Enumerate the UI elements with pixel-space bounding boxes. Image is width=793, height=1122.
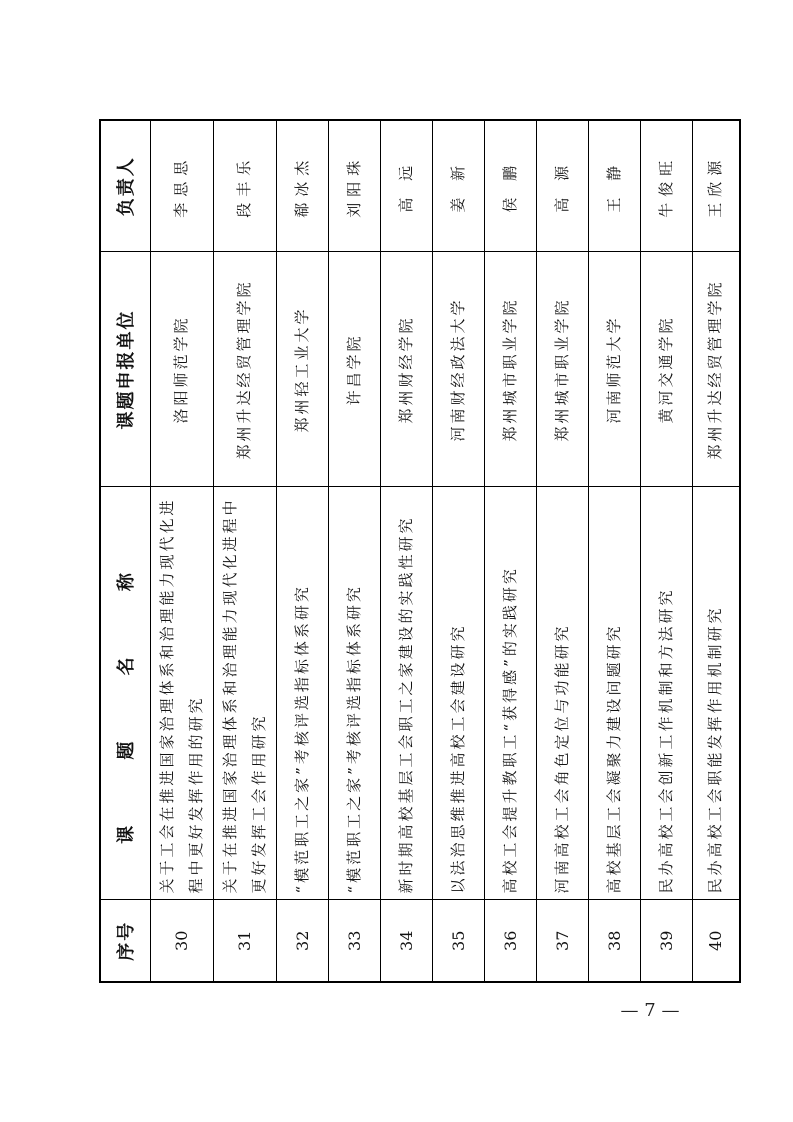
row-person: 侯 鹏 [484, 120, 536, 252]
row-project-name: 高校基层工会凝聚力建设问题研究 [588, 487, 640, 900]
table-row [380, 120, 432, 982]
row-project-name: 以法治思维推进高校工会建设研究 [432, 487, 484, 900]
table-row [432, 120, 484, 982]
rotated-table-container [99, 121, 726, 983]
row-person: 郗冰杰 [276, 120, 328, 252]
table-row [328, 120, 380, 982]
row-project-name: 民办高校工会职能发挥作用机制研究 [692, 487, 740, 900]
row-person: 高 远 [380, 120, 432, 252]
row-unit: 郑州升达经贸管理学院 [213, 252, 276, 487]
row-number: 40 [692, 900, 740, 982]
table-row [640, 120, 692, 982]
row-number: 33 [328, 900, 380, 982]
row-project-name: “模范职工之家”考核评选指标体系研究 [328, 487, 380, 900]
row-person: 段丰乐 [213, 120, 276, 252]
table-row [150, 120, 213, 982]
row-project-name: 高校工会提升教职工“获得感”的实践研究 [484, 487, 536, 900]
project-table [99, 119, 741, 983]
row-person: 高 源 [536, 120, 588, 252]
table-row [692, 120, 740, 982]
row-unit: 郑州城市职业学院 [484, 252, 536, 487]
row-person: 刘阳珠 [328, 120, 380, 252]
table-row [536, 120, 588, 982]
header-person: 负责人 [100, 120, 150, 252]
row-unit: 郑州升达经贸管理学院 [692, 252, 740, 487]
header-name: 课 题 名 称 [100, 487, 150, 900]
row-unit: 河南财经政法大学 [432, 252, 484, 487]
table-row [484, 120, 536, 982]
row-unit: 许昌学院 [328, 252, 380, 487]
header-unit: 课题申报单位 [100, 252, 150, 487]
row-person: 王欣源 [692, 120, 740, 252]
table-row [588, 120, 640, 982]
row-number: 39 [640, 900, 692, 982]
row-project-name: 河南高校工会角色定位与功能研究 [536, 487, 588, 900]
table-row [213, 120, 276, 982]
row-person: 王 静 [588, 120, 640, 252]
table-body [150, 120, 740, 982]
row-number: 31 [213, 900, 276, 982]
row-project-name: 民办高校工会创新工作机制和方法研究 [640, 487, 692, 900]
page-number: — 7 — [620, 1000, 680, 1021]
row-unit: 黄河交通学院 [640, 252, 692, 487]
row-number: 36 [484, 900, 536, 982]
row-number: 37 [536, 900, 588, 982]
row-project-name: 关于在推进国家治理体系和治理能力现代化进程中更好发挥工会作用研究 [213, 487, 276, 900]
row-number: 32 [276, 900, 328, 982]
row-person: 李思思 [150, 120, 213, 252]
row-unit: 郑州城市职业学院 [536, 252, 588, 487]
row-unit: 河南师范大学 [588, 252, 640, 487]
row-number: 30 [150, 900, 213, 982]
table-row [276, 120, 328, 982]
row-unit: 郑州轻工业大学 [276, 252, 328, 487]
row-number: 35 [432, 900, 484, 982]
row-number: 34 [380, 900, 432, 982]
row-unit: 洛阳师范学院 [150, 252, 213, 487]
row-project-name: “模范职工之家”考核评选指标体系研究 [276, 487, 328, 900]
row-project-name: 新时期高校基层工会职工之家建设的实践性研究 [380, 487, 432, 900]
table-header-row [100, 120, 150, 982]
row-person: 姜 新 [432, 120, 484, 252]
header-number: 序号 [100, 900, 150, 982]
row-project-name: 关于工会在推进国家治理体系和治理能力现代化进程中更好发挥作用的研究 [150, 487, 213, 900]
row-person: 牛俊旺 [640, 120, 692, 252]
row-unit: 郑州财经学院 [380, 252, 432, 487]
row-number: 38 [588, 900, 640, 982]
